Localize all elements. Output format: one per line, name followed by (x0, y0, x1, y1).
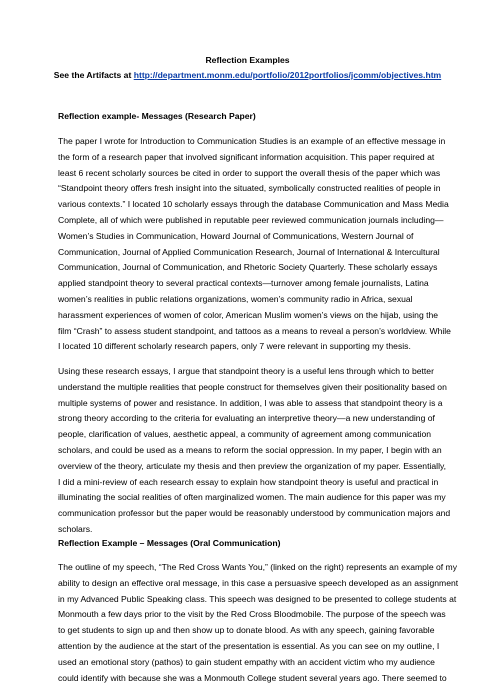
text-line: film “Crash” to assess student standpoint, and tattoos as a means to reveal a person’s worldview. While (58, 325, 451, 336)
text-line: understand the multiple realities that people construct for themselves given their positionality based on (58, 381, 447, 392)
text-line: Monmouth a few days prior to the visit by the Red Cross Bloodmobile. The purpose of the speech was (58, 609, 446, 620)
paragraph-oral-communication (58, 560, 458, 686)
text-line: various contexts.” I located 10 scholarly essays through the database Communication and Mass Media (58, 199, 449, 210)
section-heading-research-paper: Reflection example- Messages (Research Paper) (58, 111, 256, 121)
text-line: women’s realities in public relations organizations, women’s community radio in Africa, sexual (58, 293, 413, 304)
artifacts-link[interactable]: http://department.monm.edu/portfolio/2012portfolios/jcomm/objectives.htm (133, 70, 442, 80)
text-line: scholars. (58, 523, 93, 534)
text-line: The paper I wrote for Introduction to Communication Studies is an example of an effective message in (58, 136, 446, 146)
text-line: The outline of my speech, “The Red Cross Wants You,” (linked on the right) represents an example of my (58, 562, 458, 572)
text-line: the form of a research paper that involved significant information acquisition. This paper required at (58, 151, 435, 162)
text-line: illuminating the social realities of often marginalized women. The main audience for this paper was my (58, 492, 446, 503)
text-line: ability to design an effective oral message, in this case a persuasive speech developed as an assignment (58, 577, 459, 588)
text-line: strong theory according to the criteria for evaluating an interpretive theory—a new understanding of (58, 413, 435, 424)
text-line: Complete, all of which were published in reputable peer reviewed communication journals including— (58, 214, 444, 225)
text-line: harassment experiences of women of color, American Muslim women’s views on the hijab, using the (58, 309, 439, 320)
document-title: Reflection Examples (205, 55, 290, 65)
paragraph-research-paper (58, 134, 458, 355)
artifacts-prefix: See the Artifacts at (53, 70, 134, 80)
text-line: scholars, and could be used as a means to reform the social oppression. In my paper, I begin with an (58, 444, 442, 455)
text-line: Using these research essays, I argue that standpoint theory is a useful lens through which to better (58, 366, 434, 376)
text-line: Women’s Studies in Communication, Howard Journal of Communications, Western Journal of (58, 230, 414, 241)
section-heading-oral-communication: Reflection Example – Messages (Oral Communication) (58, 538, 281, 548)
text-line: people, clarification of values, aesthetic appeal, a community of agreement among communication (58, 429, 432, 440)
text-line: attention by the audience at the start of the presentation is essential. As you can see on my outline, I (58, 640, 440, 651)
text-line: I did a mini-review of each research essay to explain how standpoint theory is useful and practical in (58, 476, 439, 487)
text-line: used an emotional story (pathos) to gain student empathy with an accident victim who my audience (58, 656, 435, 667)
text-line: could identify with because she was a Monmouth College student several years ago. There seemed to (58, 672, 447, 683)
text-line: overview of the theory, articulate my thesis and then preview the organization of my paper. Essentially, (58, 460, 447, 471)
text-line: I located 10 different scholarly research papers, only 7 were relevant in supporting my thesis. (58, 341, 411, 352)
text-line: multiple systems of power and resistance. In addition, I was able to assess that standpoint theory is a (58, 397, 443, 408)
paragraph-standpoint-argument (58, 364, 458, 538)
text-line: “Standpoint theory offers fresh insight into the situated, symbolically constructed realities of people in (58, 183, 441, 194)
text-line: applied standpoint theory to several practical contexts—turnover among female journalists, Latina (58, 278, 429, 289)
text-line: Communication, Journal of Communication, and Rhetoric Society Quarterly. These scholarly essays (58, 262, 438, 273)
text-line: in my Advanced Public Speaking class. This speech was designed to be presented to college students at (58, 593, 457, 604)
artifacts-line (40, 70, 455, 81)
text-line: to get students to sign up and then show up to donate blood. As with any speech, gaining favorable (58, 625, 435, 636)
text-line: communication professor but the paper would be reasonably understood by communication majors and (58, 508, 451, 519)
text-line: least 6 recent scholarly sources be cited in order to support the overall thesis of the paper which was (58, 167, 441, 178)
text-line: Communication, Journal of Applied Communication Research, Journal of International & Intercultural (58, 246, 440, 257)
